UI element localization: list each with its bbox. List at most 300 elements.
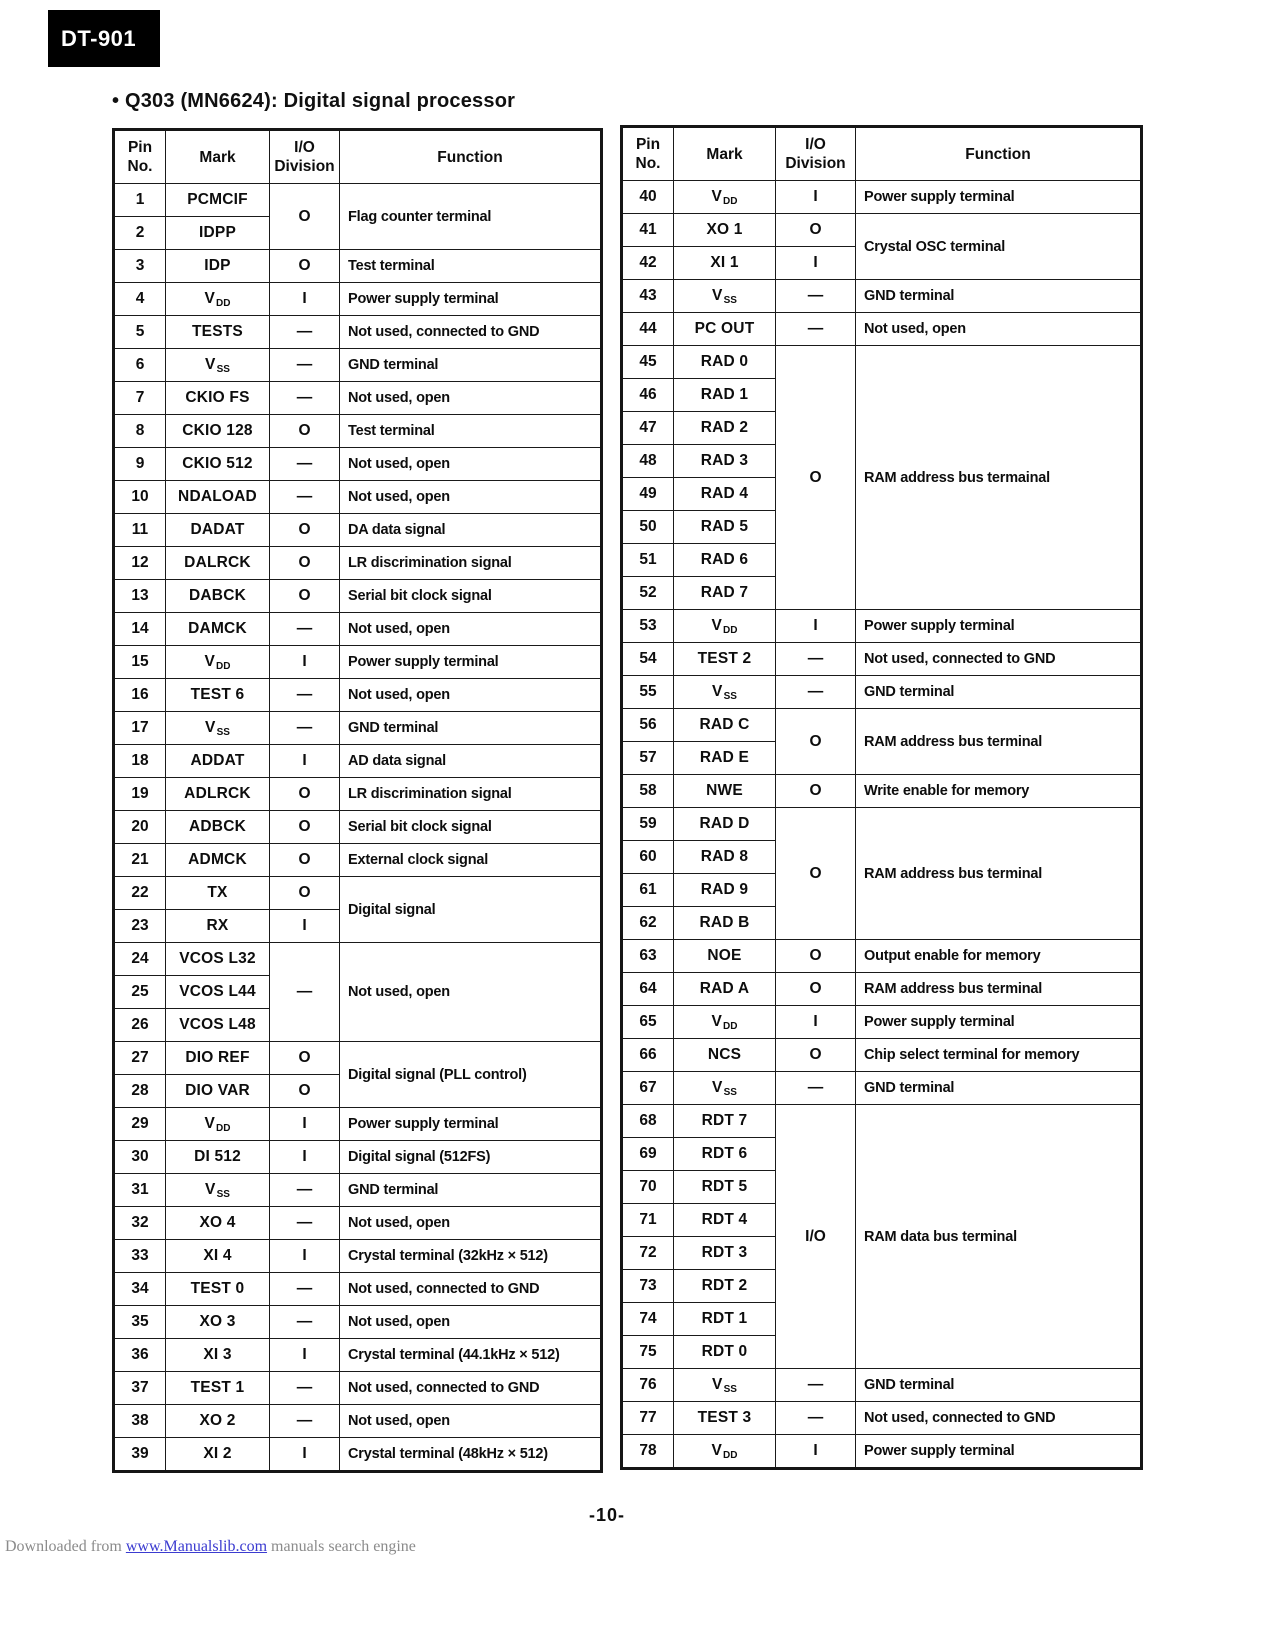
function-cell: Flag counter terminal (340, 184, 602, 250)
function-cell: LR discrimination signal (340, 547, 602, 580)
pin-cell: 34 (114, 1273, 166, 1306)
pin-cell: 14 (114, 613, 166, 646)
function-cell: Not used, connected to GND (856, 1402, 1142, 1435)
table-row (622, 1072, 1142, 1105)
function-cell: Crystal terminal (48kHz × 512) (340, 1438, 602, 1472)
pin-cell: 45 (622, 346, 674, 379)
function-cell: Not used, connected to GND (856, 643, 1142, 676)
pin-cell: 21 (114, 844, 166, 877)
function-cell: Crystal OSC terminal (856, 214, 1142, 280)
mark-cell: IDPP (166, 217, 270, 250)
mark-cell: VCOS L44 (166, 976, 270, 1009)
function-cell: Power supply terminal (340, 646, 602, 679)
pin-cell: 15 (114, 646, 166, 679)
header-io-division: I/O Division (776, 127, 856, 181)
mark-cell: ADDAT (166, 745, 270, 778)
mark-cell: VCOS L32 (166, 943, 270, 976)
table-row (622, 1435, 1142, 1469)
io-cell: O (776, 214, 856, 247)
mark-subscript: SS (723, 1383, 737, 1395)
function-cell: DA data signal (340, 514, 602, 547)
mark-cell: VSS (674, 280, 776, 313)
function-cell: Output enable for memory (856, 940, 1142, 973)
mark-cell: VDD (166, 646, 270, 679)
io-cell: O (270, 844, 340, 877)
mark-cell: VDD (674, 181, 776, 214)
pin-cell: 37 (114, 1372, 166, 1405)
table-row (622, 643, 1142, 676)
manualslib-link[interactable]: www.Manualslib.com (125, 1538, 268, 1555)
table-row (114, 679, 602, 712)
pin-cell: 32 (114, 1207, 166, 1240)
pin-cell: 4 (114, 283, 166, 316)
table-row (622, 709, 1142, 742)
table-row (114, 613, 602, 646)
mark-cell: ADMCK (166, 844, 270, 877)
function-cell: GND terminal (340, 1174, 602, 1207)
table-row (114, 316, 602, 349)
mark-cell: RAD A (674, 973, 776, 1006)
io-cell: I (270, 1240, 340, 1273)
manualslib-footer (5, 1538, 416, 1556)
mark-subscript: DD (723, 195, 738, 207)
io-cell: I (270, 646, 340, 679)
io-cell: O (776, 940, 856, 973)
table-row (114, 844, 602, 877)
table-header-right (622, 127, 1142, 181)
mark-cell: TX (166, 877, 270, 910)
mark-cell: TEST 0 (166, 1273, 270, 1306)
mark-subscript: SS (216, 363, 230, 375)
mark-cell: NCS (674, 1039, 776, 1072)
table-row (622, 1006, 1142, 1039)
mark-cell: VCOS L48 (166, 1009, 270, 1042)
table-row (622, 214, 1142, 247)
function-cell: Not used, open (340, 481, 602, 514)
function-cell: Crystal terminal (44.1kHz × 512) (340, 1339, 602, 1372)
pin-cell: 42 (622, 247, 674, 280)
table-row (622, 775, 1142, 808)
mark-subscript: DD (723, 624, 738, 636)
io-cell: O (776, 346, 856, 610)
mark-subscript: DD (216, 660, 231, 672)
table-row (622, 346, 1142, 379)
mark-cell: RDT 2 (674, 1270, 776, 1303)
io-cell: O (776, 775, 856, 808)
pin-cell: 65 (622, 1006, 674, 1039)
mark-cell: VDD (166, 1108, 270, 1141)
table-row (114, 184, 602, 217)
pin-cell: 9 (114, 448, 166, 481)
function-cell: Test terminal (340, 250, 602, 283)
io-cell: — (776, 280, 856, 313)
function-cell: Digital signal (340, 877, 602, 943)
mark-cell: RAD 6 (674, 544, 776, 577)
table-row (114, 250, 602, 283)
mark-subscript: SS (216, 726, 230, 738)
io-cell: I (270, 1339, 340, 1372)
table-row (114, 514, 602, 547)
function-cell: GND terminal (340, 712, 602, 745)
pin-table-left (112, 128, 603, 1473)
pin-cell: 11 (114, 514, 166, 547)
mark-cell: RAD 3 (674, 445, 776, 478)
io-cell: O (270, 1075, 340, 1108)
function-cell: Test terminal (340, 415, 602, 448)
function-cell: RAM address bus terminal (856, 709, 1142, 775)
io-cell: I (776, 247, 856, 280)
mark-cell: TEST 6 (166, 679, 270, 712)
table-row (622, 610, 1142, 643)
pin-cell: 70 (622, 1171, 674, 1204)
header-pin-no: Pin No. (114, 130, 166, 184)
io-cell: I (776, 181, 856, 214)
io-cell: O (270, 877, 340, 910)
mark-cell: VDD (674, 1435, 776, 1469)
pin-cell: 43 (622, 280, 674, 313)
mark-cell: CKIO FS (166, 382, 270, 415)
model-badge: DT-901 (48, 10, 160, 67)
mark-cell: VSS (166, 349, 270, 382)
mark-cell: XO 4 (166, 1207, 270, 1240)
mark-cell: VSS (674, 1369, 776, 1402)
io-cell: O (270, 547, 340, 580)
mark-cell: RX (166, 910, 270, 943)
io-cell: O (270, 811, 340, 844)
mark-cell: RDT 7 (674, 1105, 776, 1138)
header-mark: Mark (166, 130, 270, 184)
table-row (114, 646, 602, 679)
function-cell: Not used, open (340, 448, 602, 481)
function-cell: LR discrimination signal (340, 778, 602, 811)
table-row (622, 313, 1142, 346)
function-cell: RAM address bus termainal (856, 346, 1142, 610)
function-cell: Not used, open (856, 313, 1142, 346)
function-cell: AD data signal (340, 745, 602, 778)
function-cell: Not used, connected to GND (340, 1273, 602, 1306)
table-row (114, 745, 602, 778)
mark-subscript: SS (723, 294, 737, 306)
pin-cell: 47 (622, 412, 674, 445)
pin-cell: 75 (622, 1336, 674, 1369)
function-cell: Serial bit clock signal (340, 811, 602, 844)
mark-cell: RAD 5 (674, 511, 776, 544)
table-row (114, 1306, 602, 1339)
table-row (622, 1039, 1142, 1072)
pin-cell: 10 (114, 481, 166, 514)
io-cell: I/O (776, 1105, 856, 1369)
mark-cell: VSS (166, 712, 270, 745)
mark-cell: ADLRCK (166, 778, 270, 811)
pin-cell: 33 (114, 1240, 166, 1273)
mark-cell: DABCK (166, 580, 270, 613)
function-cell: Not used, open (340, 1405, 602, 1438)
io-cell: I (270, 1141, 340, 1174)
pin-cell: 60 (622, 841, 674, 874)
io-cell: — (270, 943, 340, 1042)
pin-cell: 29 (114, 1108, 166, 1141)
io-cell: — (270, 613, 340, 646)
table-row (114, 283, 602, 316)
function-cell: External clock signal (340, 844, 602, 877)
mark-cell: XO 1 (674, 214, 776, 247)
table-row (114, 547, 602, 580)
table-row (622, 973, 1142, 1006)
mark-cell: DAMCK (166, 613, 270, 646)
table-row (114, 943, 602, 976)
mark-cell: RDT 4 (674, 1204, 776, 1237)
pin-cell: 69 (622, 1138, 674, 1171)
table-row (114, 712, 602, 745)
table-row (114, 415, 602, 448)
io-cell: O (776, 808, 856, 940)
table-row (114, 1141, 602, 1174)
io-cell: O (270, 778, 340, 811)
function-cell: GND terminal (340, 349, 602, 382)
pin-cell: 27 (114, 1042, 166, 1075)
io-cell: — (270, 1273, 340, 1306)
pin-cell: 66 (622, 1039, 674, 1072)
pin-cell: 18 (114, 745, 166, 778)
function-cell: RAM address bus terminal (856, 808, 1142, 940)
mark-cell: RAD 2 (674, 412, 776, 445)
io-cell: I (776, 1006, 856, 1039)
pin-cell: 30 (114, 1141, 166, 1174)
mark-subscript: SS (723, 1086, 737, 1098)
mark-cell: NOE (674, 940, 776, 973)
io-cell: O (776, 1039, 856, 1072)
function-cell: GND terminal (856, 676, 1142, 709)
mark-cell: RAD C (674, 709, 776, 742)
mark-cell: DIO VAR (166, 1075, 270, 1108)
mark-cell: RAD E (674, 742, 776, 775)
function-cell: Not used, connected to GND (340, 1372, 602, 1405)
pin-cell: 67 (622, 1072, 674, 1105)
function-cell: Power supply terminal (856, 1435, 1142, 1469)
pin-cell: 38 (114, 1405, 166, 1438)
header-function: Function (856, 127, 1142, 181)
header-row (114, 130, 602, 184)
function-cell: Chip select terminal for memory (856, 1039, 1142, 1072)
pin-cell: 58 (622, 775, 674, 808)
io-cell: — (270, 481, 340, 514)
pin-cell: 59 (622, 808, 674, 841)
pin-cell: 7 (114, 382, 166, 415)
function-cell: GND terminal (856, 1369, 1142, 1402)
pin-cell: 44 (622, 313, 674, 346)
mark-cell: RAD 9 (674, 874, 776, 907)
pin-cell: 74 (622, 1303, 674, 1336)
pin-cell: 78 (622, 1435, 674, 1469)
mark-cell: XI 3 (166, 1339, 270, 1372)
mark-cell: IDP (166, 250, 270, 283)
pin-cell: 76 (622, 1369, 674, 1402)
io-cell: — (270, 448, 340, 481)
pin-cell: 41 (622, 214, 674, 247)
io-cell: I (776, 1435, 856, 1469)
pin-cell: 16 (114, 679, 166, 712)
function-cell: Not used, open (340, 1306, 602, 1339)
pin-cell: 20 (114, 811, 166, 844)
function-cell: Power supply terminal (856, 610, 1142, 643)
pin-cell: 23 (114, 910, 166, 943)
pin-cell: 48 (622, 445, 674, 478)
pin-cell: 26 (114, 1009, 166, 1042)
table-row (622, 1369, 1142, 1402)
footer-suffix: manuals search engine (267, 1538, 416, 1555)
pin-cell: 25 (114, 976, 166, 1009)
table-row (114, 481, 602, 514)
function-cell: Not used, open (340, 1207, 602, 1240)
function-cell: Serial bit clock signal (340, 580, 602, 613)
pin-cell: 8 (114, 415, 166, 448)
mark-cell: XI 2 (166, 1438, 270, 1472)
io-cell: I (270, 1108, 340, 1141)
table-row (114, 1240, 602, 1273)
table-row (114, 382, 602, 415)
mark-cell: XO 2 (166, 1405, 270, 1438)
io-cell: I (270, 910, 340, 943)
io-cell: O (776, 709, 856, 775)
table-header-left (114, 130, 602, 184)
pin-cell: 3 (114, 250, 166, 283)
mark-cell: RAD 1 (674, 379, 776, 412)
mark-cell: RAD 7 (674, 577, 776, 610)
function-cell: Power supply terminal (340, 1108, 602, 1141)
table-row (622, 181, 1142, 214)
pin-cell: 61 (622, 874, 674, 907)
mark-cell: RAD 4 (674, 478, 776, 511)
page-number: -10- (588, 1505, 625, 1525)
io-cell: O (776, 973, 856, 1006)
function-cell: Not used, open (340, 943, 602, 1042)
mark-subscript: SS (723, 690, 737, 702)
mark-cell: RAD 0 (674, 346, 776, 379)
table-row (114, 1108, 602, 1141)
function-cell: RAM data bus terminal (856, 1105, 1142, 1369)
table-row (114, 778, 602, 811)
pin-table-right (620, 125, 1143, 1470)
pin-cell: 19 (114, 778, 166, 811)
mark-cell: TESTS (166, 316, 270, 349)
function-cell: Power supply terminal (856, 181, 1142, 214)
pin-cell: 28 (114, 1075, 166, 1108)
pin-cell: 64 (622, 973, 674, 1006)
io-cell: — (776, 1402, 856, 1435)
io-cell: — (270, 1306, 340, 1339)
mark-cell: VDD (674, 1006, 776, 1039)
io-cell: I (776, 610, 856, 643)
io-cell: O (270, 184, 340, 250)
io-cell: — (270, 1207, 340, 1240)
table-row (622, 940, 1142, 973)
mark-cell: TEST 2 (674, 643, 776, 676)
mark-cell: CKIO 128 (166, 415, 270, 448)
mark-cell: RAD D (674, 808, 776, 841)
mark-cell: NWE (674, 775, 776, 808)
table-row (114, 448, 602, 481)
table-row (622, 1105, 1142, 1138)
io-cell: I (270, 745, 340, 778)
mark-cell: RDT 5 (674, 1171, 776, 1204)
pin-cell: 63 (622, 940, 674, 973)
pin-cell: 72 (622, 1237, 674, 1270)
pin-cell: 51 (622, 544, 674, 577)
mark-cell: PC OUT (674, 313, 776, 346)
io-cell: O (270, 1042, 340, 1075)
io-cell: — (776, 313, 856, 346)
function-cell: GND terminal (856, 280, 1142, 313)
function-cell: Not used, open (340, 613, 602, 646)
mark-cell: NDALOAD (166, 481, 270, 514)
mark-subscript: SS (216, 1188, 230, 1200)
mark-cell: VDD (674, 610, 776, 643)
io-cell: — (776, 643, 856, 676)
pin-cell: 1 (114, 184, 166, 217)
pin-cell: 68 (622, 1105, 674, 1138)
io-cell: — (776, 1369, 856, 1402)
pin-cell: 49 (622, 478, 674, 511)
function-cell: GND terminal (856, 1072, 1142, 1105)
pin-cell: 5 (114, 316, 166, 349)
pin-cell: 24 (114, 943, 166, 976)
function-cell: Power supply terminal (856, 1006, 1142, 1039)
io-cell: — (270, 349, 340, 382)
table-row (114, 1042, 602, 1075)
mark-cell: RAD 8 (674, 841, 776, 874)
table-row (114, 811, 602, 844)
pin-cell: 53 (622, 610, 674, 643)
pin-cell: 31 (114, 1174, 166, 1207)
io-cell: — (270, 679, 340, 712)
mark-cell: VSS (166, 1174, 270, 1207)
mark-cell: TEST 1 (166, 1372, 270, 1405)
io-cell: — (270, 1405, 340, 1438)
pin-cell: 6 (114, 349, 166, 382)
pin-cell: 54 (622, 643, 674, 676)
mark-cell: DI 512 (166, 1141, 270, 1174)
pin-cell: 50 (622, 511, 674, 544)
page-title: • Q303 (MN6624): Digital signal processor (112, 90, 516, 112)
pin-cell: 73 (622, 1270, 674, 1303)
mark-subscript: DD (216, 1122, 231, 1134)
pin-cell: 77 (622, 1402, 674, 1435)
pin-cell: 46 (622, 379, 674, 412)
function-cell: Not used, connected to GND (340, 316, 602, 349)
table-row (622, 280, 1142, 313)
io-cell: O (270, 415, 340, 448)
io-cell: I (270, 283, 340, 316)
footer-prefix: Downloaded from (5, 1538, 126, 1555)
mark-cell: XI 4 (166, 1240, 270, 1273)
function-cell: Crystal terminal (32kHz × 512) (340, 1240, 602, 1273)
mark-cell: PCMCIF (166, 184, 270, 217)
function-cell: Not used, open (340, 679, 602, 712)
function-cell: Digital signal (512FS) (340, 1141, 602, 1174)
mark-subscript: DD (723, 1020, 738, 1032)
table-row (622, 1402, 1142, 1435)
pin-cell: 40 (622, 181, 674, 214)
pin-cell: 39 (114, 1438, 166, 1472)
io-cell: — (270, 382, 340, 415)
table-row (114, 349, 602, 382)
io-cell: — (270, 1372, 340, 1405)
pin-cell: 57 (622, 742, 674, 775)
mark-cell: TEST 3 (674, 1402, 776, 1435)
io-cell: O (270, 250, 340, 283)
io-cell: — (270, 316, 340, 349)
mark-cell: DALRCK (166, 547, 270, 580)
